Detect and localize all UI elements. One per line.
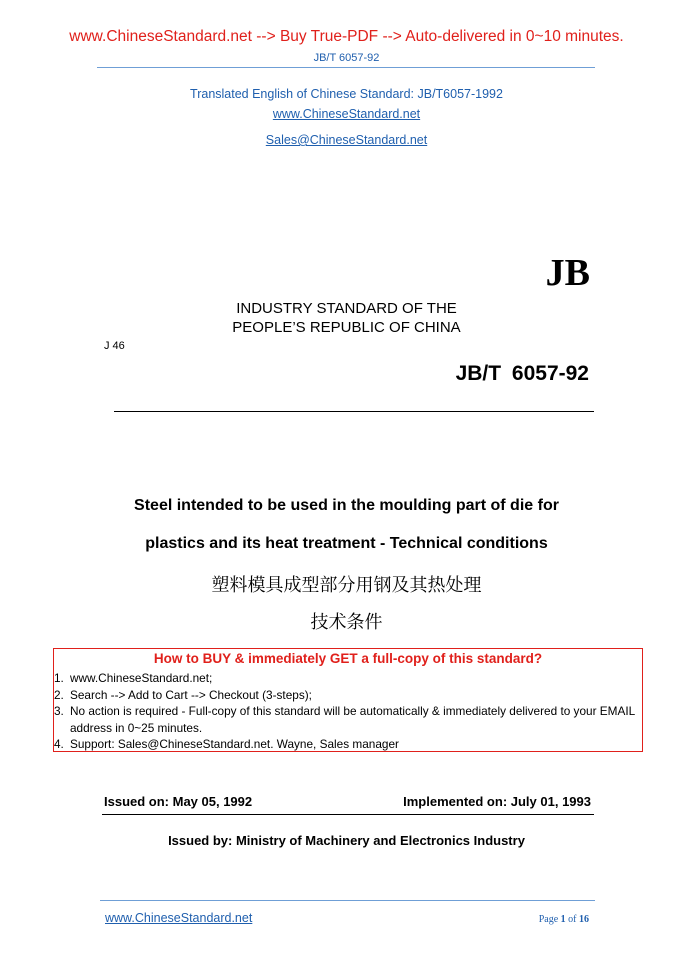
buy-heading: How to BUY & immediately GET a full-copy of this standard? [153,651,543,666]
footer-website-link[interactable]: www.ChineseStandard.net [105,911,253,925]
implemented-on-date: Implemented on: July 01, 1993 [403,794,591,809]
buy-step [54,703,642,736]
title-cn-line-1: 塑料模具成型部分用钢及其热处理 [211,575,482,596]
page-of: of [568,914,577,925]
website-link-wrap [0,105,693,123]
buy-step-text: No action is required - Full-copy of this standard will be automatically & immediately delivered to your EMAIL address in 0~25 minutes. [70,704,635,735]
buy-instructions-box [53,648,643,752]
header-divider [97,67,595,68]
website-link[interactable]: www.ChineseStandard.net [272,107,421,121]
buy-step-number: 3. [54,704,64,718]
translated-line: Translated English of Chinese Standard: JB/T6057-1992 [190,87,503,101]
classification-code: J 46 [104,340,125,352]
buy-step-number: 2. [54,687,64,702]
page-indicator [539,914,589,925]
issued-on-date: Issued on: May 05, 1992 [104,794,253,809]
buy-steps-list [54,670,642,753]
title-en-line-2: plastics and its heat treatment - Technical conditions [145,535,548,552]
page-label: Page [538,914,559,925]
footer-divider [100,900,595,901]
dates-row [104,794,591,809]
standard-number: JB/T 6057-92 [455,362,589,385]
industry-heading [0,299,693,337]
industry-line-2: PEOPLE’S REPUBLIC OF CHINA [232,319,461,336]
buy-step [54,670,642,687]
jb-logo: JB [545,252,590,294]
page-total: 16 [579,914,589,925]
buy-step-text: Search --> Add to Cart --> Checkout (3-steps); [70,687,312,702]
title-cn-line-2: 技术条件 [310,612,383,633]
buy-step [54,736,642,753]
sales-email-wrap [0,131,693,149]
buy-step [54,687,642,704]
title-divider [114,411,594,412]
buy-step-text[interactable]: www.ChineseStandard.net; [70,671,213,685]
title-en-line-1: Steel intended to be used in the moulding part of die for [134,497,559,514]
industry-line-1: INDUSTRY STANDARD OF THE [236,300,457,317]
buy-step-text: Support: Sales@ChineseStandard.net. Wayne, Sales manager [70,737,399,751]
dates-divider [102,814,594,815]
buy-step-number: 1. [54,671,64,685]
buy-step-number: 4. [54,737,64,751]
sales-email-link[interactable]: Sales@ChineseStandard.net [265,133,428,147]
issued-by: Issued by: Ministry of Machinery and Electronics Industry [168,833,525,848]
page-current: 1 [560,914,566,925]
promo-banner[interactable]: www.ChineseStandard.net --> Buy True-PDF --> Auto-delivered in 0~10 minutes. [69,28,624,45]
header-doc-id: JB/T 6057-92 [313,52,380,64]
